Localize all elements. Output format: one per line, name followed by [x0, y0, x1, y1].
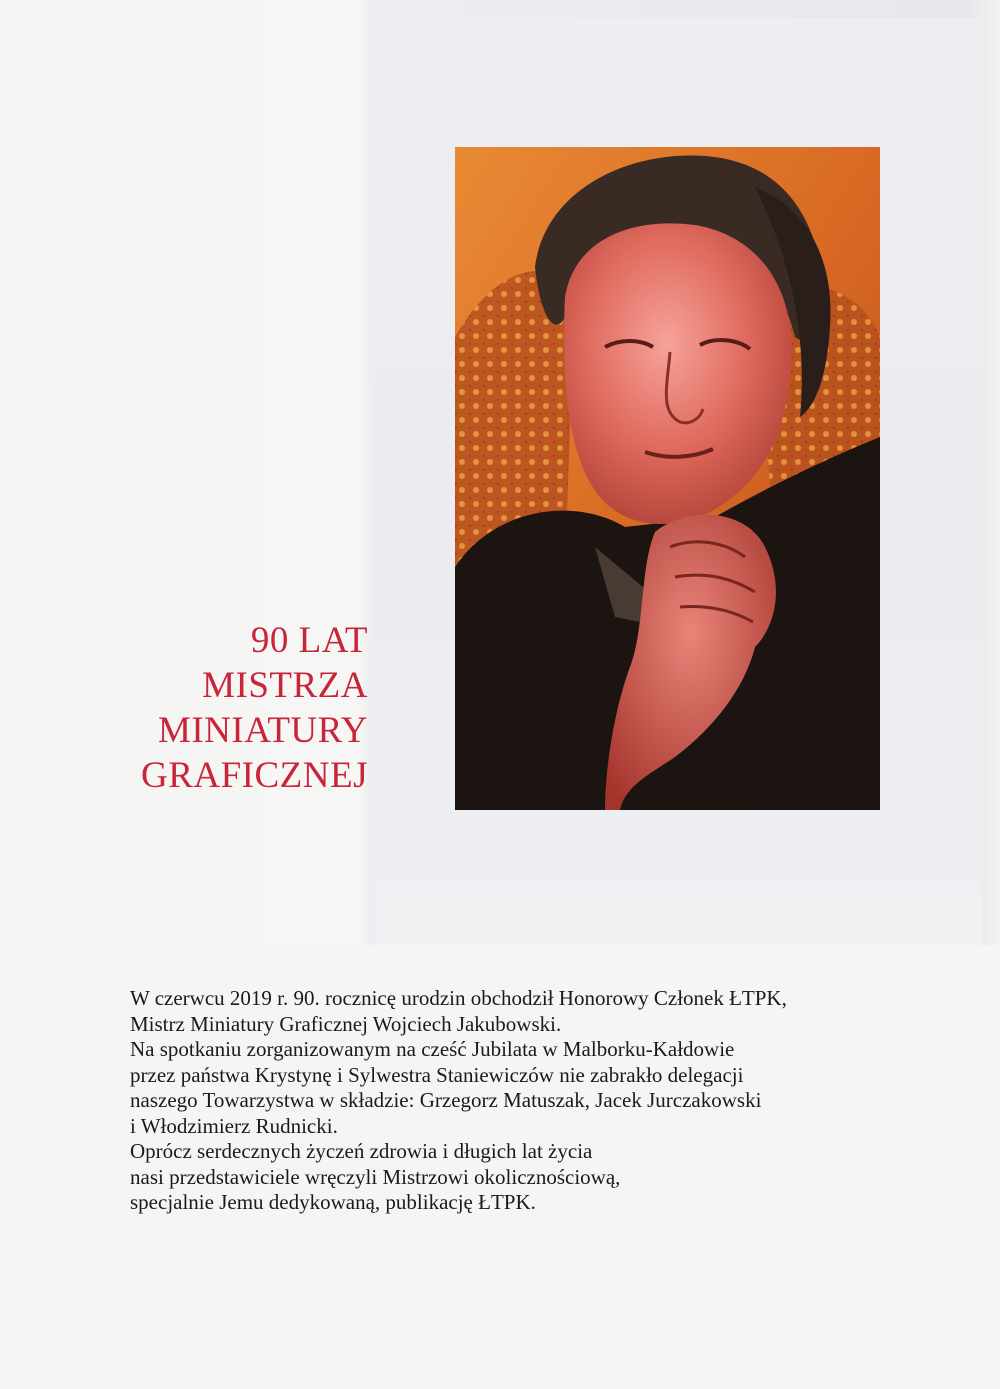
body-line: przez państwa Krystynę i Sylwestra Staniewiczów nie zabrakło delegacji: [130, 1062, 744, 1087]
title-line-3: MINIATURY: [157, 710, 368, 751]
body-line: naszego Towarzystwa w składzie: Grzegorz Matuszak, Jacek Jurczakowski: [130, 1088, 762, 1112]
body-line: W czerwcu 2019 r. 90. rocznicę urodzin obchodził Honorowy Członek ŁTPK,: [130, 986, 787, 1010]
title-line-4: GRAFICZNEJ: [140, 755, 368, 796]
portrait-illustration: [455, 147, 880, 810]
title-line-2: MISTRZA: [202, 665, 368, 706]
article-body: [130, 986, 930, 1216]
body-line: i Włodzimierz Rudnicki.: [130, 1113, 338, 1138]
body-line: Na spotkaniu zorganizowanym na cześć Jubilata w Malborku-Kałdowie: [130, 1037, 735, 1061]
article-title: [100, 618, 368, 798]
body-line: Mistrz Miniatury Graficznej Wojciech Jakubowski.: [130, 1011, 562, 1036]
body-line: nasi przedstawiciele wręczyli Mistrzowi okolicznościową,: [130, 1164, 621, 1189]
portrait-photo: [455, 147, 880, 810]
body-line: Oprócz serdecznych życzeń zdrowia i długich lat życia: [130, 1139, 593, 1163]
body-line: specjalnie Jemu dedykowaną, publikację ŁTPK.: [130, 1190, 536, 1214]
title-line-1: 90 LAT: [250, 620, 368, 661]
